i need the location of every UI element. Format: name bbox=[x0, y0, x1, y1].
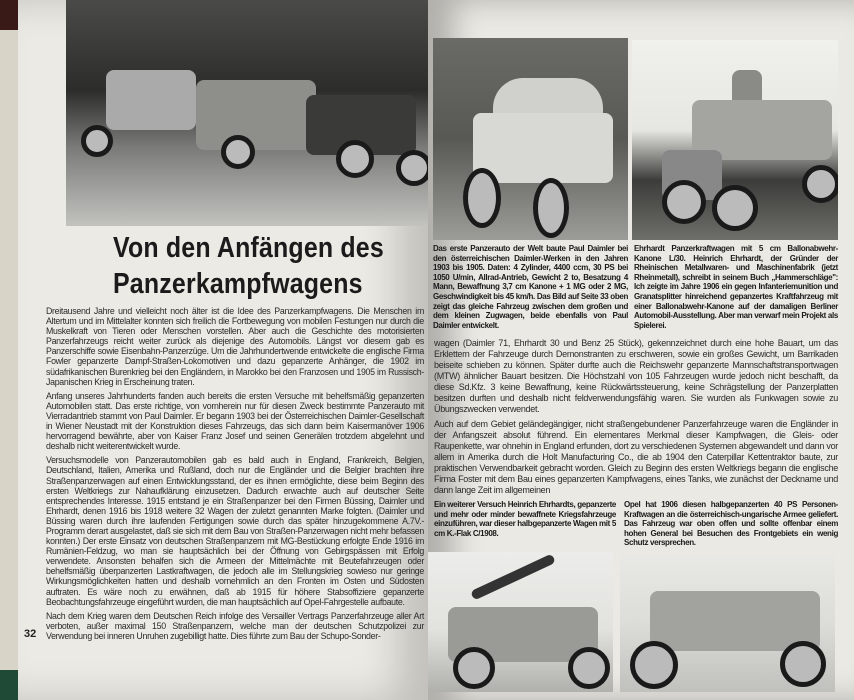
paragraph: Versuchsmodelle von Panzerautomobilen gab es bald auch in England, Frankreich, Belgien, Deutschland, Italien, Amerika und Rußland, doch nur die Engländer und die Belgier brachten ihre Straßenpanzerwagen auf einen Entwicklungsstand, der es ihnen ermöglichte, diese beim Beginn des ersten Weltkriegs zur Nahaufklärung einzusetzen. Dadurch erwachte auch auf deutscher Seite entsprechendes Interesse. 1915 entstand je ein Straßenpanzer bei den Firmen Büssing, Daimler und Ehrhardt, denen 1916 bis 1918 weitere 32 Wagen der zuletzt genannten Marke folgten. (Daimler und Büssing waren durch ihre laufenden Fertigungen sowie durch das später hinzugekommene A.7V.-Programm derart ausgelastet, daß sie sich mit dem Bau von Straßen-Panzerwagen nicht mehr befassen konnten.) Der erste Einsatz von deutschen Straßenpanzern mit MG-Bestückung erfolgte Ende 1916 im Rumänien-Feldzug, wo man sie hauptsächlich bei der Öffnung von Gebirgspässen mit Erfolg verwendete. Ansonsten behalfen sich die Armeen der Mittelmächte mit Beutefahrzeugen oder behelfsmäßig überpanzerten Lastkraftwagen, die jedoch alle im Stellungskrieg sowieso nur geringe Wirkungsmöglichkeiten hatten und deshalb vornehmlich an den Fronten im Osten und Südosten auftraten. Es wäre noch zu erwähnen, daß ab 1915 für höhere Stabsoffiziere gepanzerte Beobachtungsfahrzeuge eingeführt wurden, die man hauptsächlich auf Opel-Fahrgestelle aufbaute. bbox=[46, 455, 424, 607]
photo-armored-car-convoy bbox=[66, 0, 428, 226]
left-page bbox=[18, 0, 428, 700]
caption-daimler: Das erste Panzerauto der Welt baute Paul Daimler bei den österreichischen Daimler-Werken in den Jahren 1903 bis 1905. Daten: 4 Zylinder, 4400 ccm, 30 PS bei 1050 U/min, Allrad-Antrieb, Gewicht 2 to, Besatzung 4 Mann, Bewaffnung 3,7 cm Kanone + 1 MG oder 2 MG, Geschwindigkeit bis 45 km/h. Das Bild auf Seite 33 oben zeigt das gleiche Fahrzeug zwischen dem großen und dem kleinen Zugwagen, beide ebenfalls von Paul Daimler entwickelt. bbox=[433, 244, 628, 330]
photo-opel-halbgepanzert bbox=[620, 556, 835, 692]
page-number: 32 bbox=[24, 628, 37, 640]
caption-ehrhardt: Ehrhardt Panzerkraftwagen mit 5 cm Ballonabwehr-Kanone L/30. Heinrich Ehrhardt, der Gründer der Rheinischen Metallwaren- und Maschinenfabrik (jetzt Rheinmetall), schreibt in seinem Buch „Hammerschläge": Ich zeigte im Jahre 1906 ein gegen Infanteriemunition und Granatsplitter hinreichend gepanzertes Kraftfahrzeug mit einer Ballonabwehr-Kanone auf der damaligen Berliner Automobil-Ausstellung. Aber man verwarf mein Projekt als Spielerei. bbox=[634, 244, 838, 330]
caption-opel: Opel hat 1906 diesen halbgepanzerten 40 PS Personen-Kraftwagen an die österreichisch-ungarische Armee geliefert. Das Fahrzeug war oben offen und sollte offenbar einem hohen General bei Besuchen des Frontgebiets ein wenig Schutz versprechen. bbox=[624, 500, 838, 548]
photo-ehrhardt-flak-wagen bbox=[428, 552, 613, 692]
paragraph: Auch auf dem Gebiet geländegängiger, nicht straßengebundener Panzerfahrzeuge waren die Engländer in der Anfangszeit absolut führend. Ein elementares Merkmal dieser Kampfwagen, die Gleis- oder Raupenkette, war ohnehin in England erfunden, dort zu verschiedenen Systemen abgewandelt und dann vor allem in Amerika durch die Holt Manufacturing Co., die ab 1904 den Caterpillar Kettentraktor baute, zur praktischen Verwendbarkeit gebracht worden. Gleich zu Beginn des ersten Weltkriegs begann die englische Firma Foster mit dem Bau eines gepanzerten Kampfwagens, eines Tanks, wie zunächst der Deckname und dann lange Zeit im allgemeinen bbox=[434, 419, 838, 495]
photo-daimler-panzerauto bbox=[433, 38, 628, 240]
right-body-text bbox=[434, 338, 838, 500]
left-body-text bbox=[46, 306, 424, 645]
paragraph: Dreitausend Jahre und vielleicht noch älter ist die Idee des Panzerkampfwagens. Die Menschen im Altertum und im Mittelalter konnten sich freilich die Fortbewegung von mobilen Festungen nur durch die Muskelkraft von Tieren oder Menschen vorstellen. Aber auch die Geschichte des motorisierten Panzerfahrzeugs reicht weiter zurück als diejenige des Automobils. Längst vor diesem gab es Panzerschiffe sowie Eisenbahn-Panzerzüge. Um die Jahrhundertwende entwickelte die englische Firma Fowler gepanzerte Dampf-Straßen-Lokomotiven und dazu gepanzerte Anhänger, die 1902 im südafrikanischen Burenkrieg bei den Engländern, in Marokko bei den Franzosen und 1905 im Russisch-Japanischen Krieg in Erscheinung traten. bbox=[46, 306, 424, 387]
paragraph: Anfang unseres Jahrhunderts fanden auch bereits die ersten Versuche mit behelfsmäßig gepanzerten Automobilen statt. Das erste richtige, von vornherein nur für diesen Zweck bestimmte Panzerauto mit Vierradantrieb stammt von Paul Daimler. Er begann 1903 bei der Österreichischen Daimler-Gesellschaft in Wiener Neustadt mit der Konstruktion dieses Fahrzeugs, das sich dann beim Kaisermanöver 1906 hervorragend bewährte, aber von Kaiser Franz Josef und seinen Generälen trotzdem abgelehnt und deshalb nicht weiterentwickelt wurde. bbox=[46, 390, 424, 452]
photo-ehrhardt-panzerkraftwagen bbox=[632, 40, 838, 240]
paragraph: wagen (Daimler 71, Ehrhardt 30 und Benz 25 Stück), gekennzeichnet durch eine hohe Bauart, um das Erklettern der Fahrzeuge durch Demonstranten zu erschweren, sowie ein großes Gewicht, um Barrikaden beiseite schieben zu können. Später durfte auch die Reichswehr gepanzerte Mannschaftstransportwagen (MTW) ähnlicher Bauart besitzen. Die Höchstzahl von 105 Fahrzeugen wurde jedoch nicht beschafft, da diese Sd.Kfz. 3 keine Bewaffnung, keine Rückwärtssteuerung, keine Schrägstellung der Panzerplatten besitzen durften und deshalb nicht feldverwendungsfähig waren. Sie wurden als Funkwagen sowie zu Übungszwecken verwendet. bbox=[434, 338, 838, 414]
right-page bbox=[428, 0, 854, 700]
article-title: Von den Anfängen des Panzerkampfwagens bbox=[113, 232, 384, 300]
paragraph: Nach dem Krieg waren dem Deutschen Reich infolge des Versailler Vertrags Panzerfahrzeuge aller Art verboten, außer maximal 150 Straßenpanzern, welche man der deutschen Schutzpolizei zur Verwendung bei inneren Unruhen zugebilligt hatte. Dies führte zum Bau der Schupo-Sonder- bbox=[46, 610, 424, 641]
caption-ehrhardt-flak: Ein weiterer Versuch Heinrich Ehrhardts, gepanzerte und mehr oder minder bewaffnete Kriegsfahrzeuge einzuführen, war dieser halbgepanzerte Wagen mit 5 cm K.-Flak C/1908. bbox=[434, 500, 616, 538]
